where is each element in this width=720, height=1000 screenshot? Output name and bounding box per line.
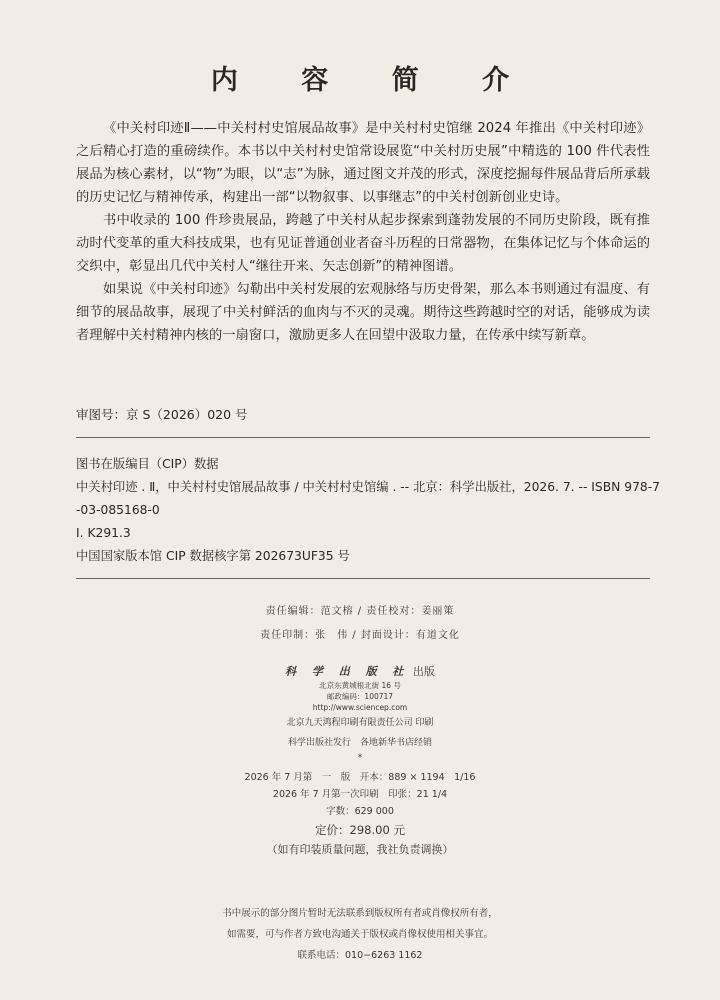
cip-line: -03-085168-0 bbox=[76, 503, 160, 517]
price: 定价：298.00 元 bbox=[315, 823, 405, 837]
publisher-logo-text: 科 学 出 版 社 bbox=[285, 665, 410, 678]
cip-line: 中国国家版本馆 CIP 数据核字第 202673UF35 号 bbox=[76, 549, 350, 563]
divider-bottom bbox=[76, 578, 650, 579]
page-title: 内 容 简 介 bbox=[210, 65, 537, 96]
summary-paragraph-2: 书中收录的 100 件珍贵展品，跨越了中关村从起步探索到蓬勃发展的不同历史阶段，既有推动时代变革的重大科技成果，也有见证普通创业者奋斗历程的日常器物，在集体记忆与个体命运的交织中，彰显出几代中关村人“继往开来、矢志创新”的精神图谱。 bbox=[76, 213, 650, 274]
notice-line: 书中展示的部分图片暂时无法联系到版权所有者或肖像权所有者， bbox=[222, 908, 498, 919]
editorial-credits bbox=[0, 600, 720, 648]
edition-info: 2026 年 7 月第 一 版 开本：889 × 1194 1/16 bbox=[244, 772, 476, 783]
cip-data-block bbox=[76, 453, 660, 568]
divider-top bbox=[76, 437, 650, 438]
credit-line: 责任印制：张 伟 / 封面设计：有道文化 bbox=[260, 630, 460, 641]
impression-info: 2026 年 7 月第一次印刷 印张：21 1/4 bbox=[272, 789, 448, 800]
word-count: 字数：629 000 bbox=[326, 806, 394, 817]
printer-info: 北京九天鸿程印刷有限责任公司 印刷 bbox=[286, 718, 434, 728]
copyright-notice bbox=[0, 903, 720, 966]
distribution-info: 科学出版社发行 各地新华书店经销 bbox=[287, 738, 432, 748]
quality-note: （如有印装质量问题，我社负责调换） bbox=[266, 843, 454, 856]
cip-line: 中关村印迹 . Ⅱ，中关村村史馆展品故事 / 中关村村史馆编 . -- 北京：科学出版社，2026. 7. -- ISBN 978-7 bbox=[76, 480, 660, 494]
credit-line: 责任编辑：范文榕 / 责任校对：姜丽策 bbox=[265, 606, 455, 617]
notice-line: 如需要，可与作者方致电沟通关于版权或肖像权使用相关事宜。 bbox=[226, 929, 493, 940]
publisher-url: http://www.sciencep.com bbox=[312, 703, 408, 712]
cip-line: Ⅰ. K291.3 bbox=[76, 526, 131, 540]
cip-heading: 图书在版编目（CIP）数据 bbox=[76, 457, 219, 471]
publisher-name-line bbox=[0, 664, 720, 680]
publisher-postcode: 邮政编码：100717 bbox=[326, 692, 394, 701]
summary-paragraph-1: 《中关村印迹Ⅱ——中关村村史馆展品故事》是中关村村史馆继 2024 年推出《中关村印迹》之后精心打造的重磅续作。本书以中关村村史馆常设展览“中关村历史展”中精选的 100 件代表性展品为核心素材，以“物”为眼，以“志”为脉，通过图文并茂的形式，深度挖掘每件展品背后所承载的历史记忆与精神传承，构建出一部“以物叙事、以事继志”的中关村创新创业史诗。 bbox=[76, 121, 650, 205]
publisher-suffix: 出版 bbox=[412, 665, 435, 678]
summary-paragraph-3: 如果说《中关村印迹》勾勒出中关村发展的宏观脉络与历史骨架，那么本书则通过有温度、有细节的展品故事，展现了中关村鲜活的血肉与不灭的灵魂。期待这些跨越时空的对话，能够成为读者理解中关村精神内核的一扇窗口，激励更多人在回望中汲取力量，在传承中续写新章。 bbox=[76, 282, 650, 343]
publisher-block bbox=[0, 664, 720, 763]
separator-star: * bbox=[357, 753, 363, 763]
publisher-address: 北京东黄城根北街 16 号 bbox=[319, 681, 401, 690]
contact-phone: 联系电话：010−6263 1162 bbox=[297, 950, 423, 961]
map-review-number: 审图号：京 S（2026）020 号 bbox=[76, 407, 248, 422]
print-info-block bbox=[0, 769, 720, 860]
content-summary bbox=[76, 117, 650, 347]
